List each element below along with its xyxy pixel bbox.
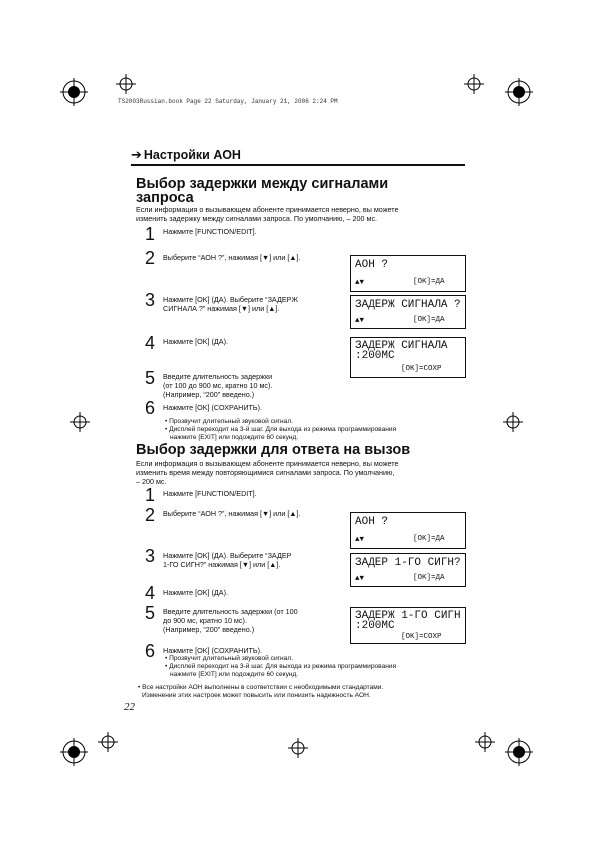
- lcd-line-mid: :200МС: [355, 620, 395, 632]
- block2-intro-line3: – 200 мс.: [136, 477, 167, 486]
- lcd-line-top: ЗАДЕРЖ 1-ГО СИГН: [355, 610, 461, 622]
- lcd-display: [350, 295, 466, 329]
- block2-title: Выбор задержки для ответа на вызов: [136, 442, 411, 458]
- step-text-line: до 900 мс, кратно 10 мс).: [163, 616, 247, 625]
- page-number: 22: [124, 701, 135, 713]
- section-heading: [131, 147, 241, 163]
- footnote-line2: Изменение этих настроек может повысить или понизить надежность АОН.: [142, 692, 371, 699]
- step-text: Нажмите [OK] (СОХРАНИТЬ).: [163, 646, 262, 655]
- registration-mark-icon: [505, 78, 533, 106]
- crosshair-icon: [70, 412, 90, 432]
- lcd-line-top: ЗАДЕР 1-ГО СИГН?: [355, 557, 461, 569]
- arrow-right-icon: ➔: [131, 147, 142, 162]
- lcd-line-right: [OK]=ДА: [413, 535, 445, 543]
- step-number: 4: [145, 333, 156, 353]
- step-text: Нажмите [OK] (СОХРАНИТЬ).: [163, 403, 262, 412]
- block1-intro: [136, 205, 399, 223]
- step-number: 3: [145, 290, 156, 310]
- bullet-item: • Прозвучит длительный звуковой сигнал.: [165, 418, 294, 425]
- step-text-line: СИГНАЛА ?” нажимая [▼] или [▲].: [163, 304, 280, 313]
- lcd-line-top: АОН ?: [355, 259, 389, 271]
- lcd-display: [350, 553, 466, 587]
- block1-bullets: [165, 418, 396, 442]
- lcd-arrows: ▲▼: [355, 575, 365, 583]
- step-number: 1: [145, 485, 156, 505]
- step-text: [163, 551, 291, 569]
- block1-title-line1: Выбор задержки между сигналами: [136, 176, 389, 192]
- section-divider: [131, 164, 465, 166]
- bullet-item: • Дисплей переходит на 3-й шаг. Для выхода из режима программирования: [165, 663, 397, 670]
- step-text: Нажмите [FUNCTION/EDIT].: [163, 489, 257, 498]
- lcd-display: [350, 512, 466, 549]
- block1-title: [136, 177, 388, 205]
- bullet-item: • Прозвучит длительный звуковой сигнал.: [165, 655, 294, 662]
- step-text-line: 1-ГО СИГН?” нажимая [▼] или [▲].: [163, 560, 281, 569]
- step-text: Выберите “АОН ?”, нажимая [▼] или [▲].: [163, 509, 301, 518]
- bullet-item: нажмите [EXIT] или подождите 60 секунд.: [170, 671, 299, 678]
- footnote-line1: • Все настройки АОН выполнены в соответствии с необходимыми стандартами.: [138, 684, 384, 691]
- step-text-line: Нажмите [OK] (ДА). Выберите “ЗАДЕРЖ: [163, 295, 298, 304]
- crosshair-icon: [98, 732, 118, 752]
- step-text-line: Введите длительность задержки: [163, 372, 273, 381]
- crosshair-icon: [464, 74, 484, 94]
- bullet-item: нажмите [EXIT] или подождите 60 секунд.: [170, 434, 299, 441]
- lcd-display: [350, 255, 466, 292]
- step-text: [163, 607, 298, 634]
- step-text-line: (Например, “200” введено.): [163, 390, 255, 399]
- block1-title-line2: запроса: [136, 190, 194, 206]
- step-text-line: Нажмите [OK] (ДА). Выберите “ЗАДЕР: [163, 551, 292, 560]
- step-text-line: (Например, “200” введено.): [163, 625, 255, 634]
- block1-intro-line2: изменить задержку между сигналами запроса. По умолчанию, – 200 мс.: [136, 214, 378, 223]
- registration-mark-icon: [505, 738, 533, 766]
- block2-bullets: [165, 655, 396, 679]
- step-text: Нажмите [OK] (ДА).: [163, 337, 228, 346]
- lcd-display: [350, 337, 466, 378]
- lcd-line-right: [OK]=ДА: [413, 316, 445, 324]
- lcd-line-top: ЗАДЕРЖ СИГНАЛА ?: [355, 299, 461, 311]
- step-text-line: Введите длительность задержки (от 100: [163, 607, 298, 616]
- registration-mark-icon: [60, 738, 88, 766]
- bullet-item: • Дисплей переходит на 3-й шаг. Для выхода из режима программирования: [165, 426, 397, 433]
- lcd-line-top: АОН ?: [355, 516, 389, 528]
- section-title: Настройки АОН: [143, 148, 241, 162]
- step-text: [163, 372, 272, 399]
- lcd-line-top: ЗАДЕРЖ СИГНАЛА: [355, 340, 448, 352]
- lcd-line-right: [OK]=СОХР: [401, 633, 442, 641]
- step-text: Нажмите [OK] (ДА).: [163, 588, 228, 597]
- lcd-arrows: ▲▼: [355, 317, 365, 325]
- step-text: Нажмите [FUNCTION/EDIT].: [163, 227, 257, 236]
- step-number: 1: [145, 224, 156, 244]
- step-number: 3: [145, 546, 156, 566]
- step-number: 5: [145, 368, 156, 388]
- crosshair-icon: [475, 732, 495, 752]
- step-number: 2: [145, 505, 156, 525]
- lcd-line-mid: :200МС: [355, 350, 395, 362]
- step-number: 5: [145, 603, 156, 623]
- registration-mark-icon: [60, 78, 88, 106]
- lcd-arrows: ▲▼: [355, 536, 365, 544]
- footnote: [138, 684, 383, 700]
- file-header: TS2003Russian.book Page 22 Saturday, January 21, 2006 2:24 PM: [118, 98, 338, 105]
- lcd-line-right: [OK]=ДА: [413, 574, 445, 582]
- lcd-line-right: [OK]=ДА: [413, 278, 445, 286]
- lcd-display: [350, 607, 466, 644]
- step-number: 6: [145, 398, 156, 418]
- step-text: [163, 295, 298, 313]
- step-number: 4: [145, 583, 156, 603]
- lcd-arrows: ▲▼: [355, 279, 365, 287]
- step-number: 6: [145, 641, 156, 661]
- block2-intro-line2: изменить время между повторяющимися сигналами запроса. По умолчанию,: [136, 468, 395, 477]
- step-text-line: (от 100 до 900 мс, кратно 10 мс).: [163, 381, 273, 390]
- crosshair-icon: [116, 74, 136, 94]
- step-text: Выберите “АОН ?”, нажимая [▼] или [▲].: [163, 253, 301, 262]
- step-number: 2: [145, 248, 156, 268]
- block2-intro-line1: Если информация о вызывающем абоненте принимается неверно, вы можете: [136, 459, 399, 468]
- block2-intro: [136, 459, 399, 486]
- crosshair-icon: [288, 738, 308, 758]
- crosshair-icon: [503, 412, 523, 432]
- block1-intro-line1: Если информация о вызывающем абоненте принимается неверно, вы можете: [136, 205, 399, 214]
- lcd-line-right: [OK]=СОХР: [401, 365, 442, 373]
